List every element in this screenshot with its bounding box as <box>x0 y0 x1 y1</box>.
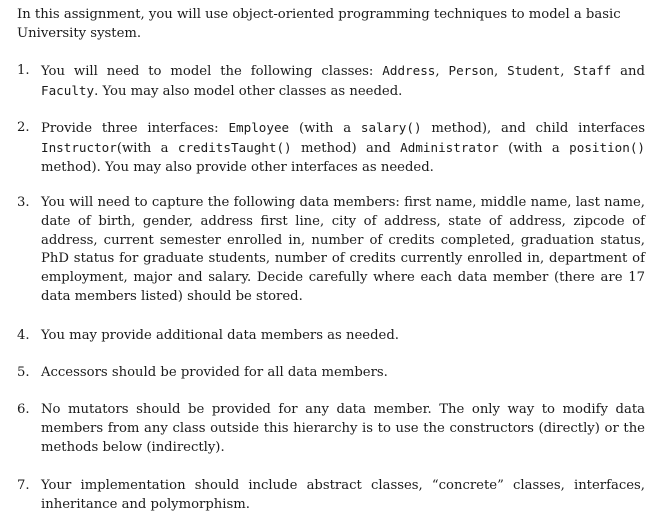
text-run: method). You may also provide other interfaces as needed. <box>41 159 434 175</box>
text-run: Your implementation should include abstract classes, “concrete” classes, interfaces, inheritance and polymorphism. <box>41 478 645 512</box>
item-text <box>41 327 645 346</box>
list-item-2 <box>17 119 645 177</box>
text-run: (with a <box>498 140 570 156</box>
text-run: (with a <box>289 121 361 136</box>
code-term: Person <box>448 63 494 78</box>
code-term: Faculty <box>41 82 95 98</box>
text-run: You may provide additional data members as needed. <box>41 328 399 343</box>
list-item-5 <box>17 364 645 383</box>
item-number: 7. <box>17 478 30 493</box>
item-text <box>41 401 645 457</box>
list-item-4 <box>17 327 645 346</box>
code-term: position() <box>569 139 645 155</box>
item-number: 4. <box>17 328 30 343</box>
code-term: Instructor <box>41 139 117 155</box>
text-run: , <box>494 64 508 79</box>
list-item-6 <box>17 401 645 457</box>
item-number: 5. <box>17 365 30 380</box>
item-number: 3. <box>17 195 30 210</box>
code-term: Employee <box>228 120 290 135</box>
code-term: Address <box>382 63 436 78</box>
code-term: creditsTaught() <box>177 139 292 155</box>
text-run: You will need to capture the following data members: first name, middle name, last name, date of birth, gender, address first line, city of address, state of address, zipcode of address, current semester enrolled in, number of credits completed, graduation status, PhD status for graduate students, number of credits currently enrolled in, department of employment, major and salary. Decide carefully where each data member (there are 17 data members listed) should be stored. <box>41 195 645 304</box>
item-text <box>41 119 645 177</box>
list-item-3 <box>17 194 645 307</box>
code-term: salary() <box>360 120 422 135</box>
text-run: method), and child interfaces <box>421 121 645 136</box>
item-number: 1. <box>17 63 30 78</box>
text-run: method) and <box>291 140 401 156</box>
item-text <box>41 62 645 102</box>
list-item-1 <box>17 62 645 102</box>
code-term: Staff <box>573 63 612 78</box>
text-run: , <box>560 64 574 79</box>
text-run: Accessors should be provided for all data members. <box>41 365 388 380</box>
item-number: 6. <box>17 402 30 417</box>
text-run: You will need to model the following classes: <box>41 64 383 79</box>
code-term: Student <box>507 63 561 78</box>
text-run: , <box>435 64 449 79</box>
text-run: Provide three interfaces: <box>41 121 229 136</box>
text-run: . You may also model other classes as needed. <box>94 83 403 99</box>
code-term: Administrator <box>400 139 499 155</box>
item-text <box>41 364 645 383</box>
text-run: and <box>611 64 645 79</box>
text-run: (with a <box>116 140 178 156</box>
item-text <box>41 194 645 307</box>
text-run: No mutators should be provided for any data member. The only way to modify data members from any class outside this hierarchy is to use the constructors (directly) or the methods below (indirectly). <box>41 402 645 455</box>
list-item-7 <box>17 477 645 515</box>
intro-paragraph: In this assignment, you will use object-oriented programming techniques to model a basic University system. <box>17 7 621 41</box>
item-number: 2. <box>17 120 30 135</box>
item-text <box>41 477 645 515</box>
